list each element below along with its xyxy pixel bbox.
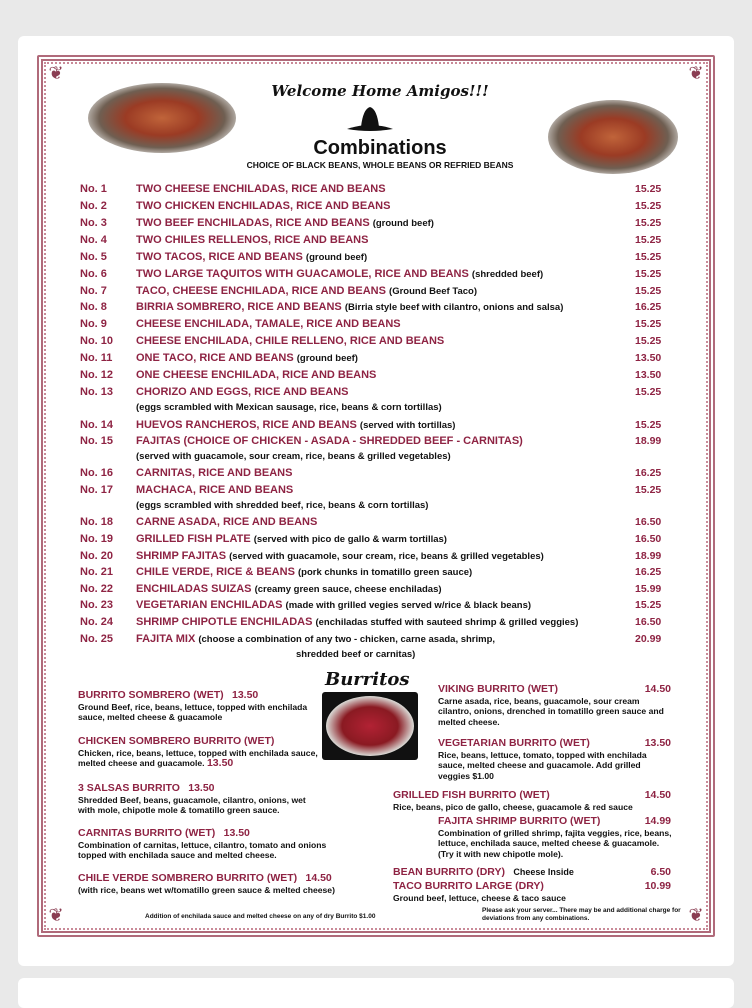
page-title: Combinations	[313, 137, 447, 159]
combo-number: No. 22	[80, 583, 114, 595]
combo-row	[80, 350, 700, 367]
combo-note: (shredded beef)	[471, 269, 544, 280]
combo-row	[80, 514, 700, 531]
combo-name: SHRIMP FAJITAS (served with guacamole, sour cream, rice, beans & grilled vegetables)	[136, 550, 544, 562]
burrito-name: BURRITO SOMBRERO (WET)	[78, 689, 224, 701]
combo-price: 15.99	[635, 583, 662, 595]
combo-row	[80, 299, 700, 316]
combo-name: SHRIMP CHIPOTLE ENCHILADAS (enchiladas stuffed with sauteed shrimp & grilled veggies)	[136, 616, 579, 628]
combo-row	[80, 465, 700, 482]
burrito-item	[393, 881, 675, 903]
combo-number: No. 9	[80, 318, 107, 330]
burrito-item	[438, 816, 675, 859]
combo-name: ENCHILADAS SUIZAS (creamy green sauce, cheese enchiladas)	[136, 583, 442, 595]
combo-name: FAJITAS (CHOICE OF CHICKEN - ASADA - SHREDDED BEEF - CARNITAS)	[136, 435, 523, 447]
burrito-price: 13.50	[188, 782, 215, 794]
combo-name: TWO BEEF ENCHILADAS, RICE AND BEANS (ground beef)	[136, 217, 434, 229]
combo-row	[80, 316, 700, 333]
burrito-name: VIKING BURRITO (WET)	[438, 683, 558, 695]
combo-number: No. 3	[80, 217, 107, 229]
combo-description-text: (eggs scrambled with shredded beef, rice, beans & corn tortillas)	[136, 500, 429, 511]
burrito-item	[78, 828, 328, 861]
burrito-description: Ground Beef, rice, beans, lettuce, topped with enchilada sauce, melted cheese & guacamole	[78, 701, 308, 722]
combo-price: 18.99	[635, 435, 662, 447]
combo-note: (Ground Beef Taco)	[389, 286, 477, 297]
combo-row	[80, 333, 700, 350]
burrito-description: Combination of carnitas, lettuce, cilantro, tomato and onions topped with enchilada sauce and melted cheese.	[78, 839, 327, 860]
combo-row	[80, 384, 700, 401]
combo-number: No. 16	[80, 467, 114, 479]
burrito-item	[78, 690, 308, 723]
combo-row	[80, 548, 700, 565]
combo-number: No. 20	[80, 550, 114, 562]
combo-price: 15.25	[635, 200, 662, 212]
combo-price: 20.99	[635, 633, 662, 645]
corner-ornament-icon: ❦	[48, 905, 64, 926]
combo-price: 15.25	[635, 217, 662, 229]
combo-row	[80, 232, 700, 249]
combo-price: 16.25	[635, 467, 662, 479]
corner-ornament-icon: ❦	[688, 905, 704, 926]
combo-number: No. 19	[80, 533, 114, 545]
combo-number: No. 13	[80, 386, 114, 398]
combo-number: No. 5	[80, 251, 107, 263]
burrito-price: 10.99	[644, 880, 671, 892]
combo-row	[80, 417, 700, 434]
burrito-price: 13.50	[231, 689, 259, 701]
combo-note: (served with pico de gallo & warm tortillas)	[253, 534, 447, 545]
burrito-description: Chicken, rice, beans, lettuce, topped with enchilada sauce, melted cheese and guacamole. 13.50	[78, 747, 318, 769]
combo-description	[80, 498, 700, 515]
combo-description	[80, 449, 700, 466]
combo-name: HUEVOS RANCHEROS, RICE AND BEANS (served with tortillas)	[136, 419, 456, 431]
combo-name: ONE TACO, RICE AND BEANS (ground beef)	[136, 352, 358, 364]
combo-description-text: (eggs scrambled with Mexican sausage, rice, beans & corn tortillas)	[136, 402, 442, 413]
combo-price: 15.25	[635, 599, 662, 611]
combo-name: CHEESE ENCHILADA, CHILE RELLENO, RICE AND BEANS	[136, 335, 445, 347]
combo-row	[80, 597, 700, 614]
combo-price: 16.25	[635, 301, 662, 313]
burrito-price: 14.99	[644, 815, 671, 827]
burrito-price: 13.50	[206, 757, 234, 769]
burrito-item	[393, 790, 675, 812]
burrito-description: Combination of grilled shrimp, fajita veggies, rice, beans, lettuce, enchilada sauce, melted cheese & guacamole. (Try it with new chipotle mole).	[438, 827, 672, 859]
combo-price: 15.25	[635, 318, 662, 330]
burrito-price: 13.50	[223, 827, 250, 839]
combo-price: 15.25	[635, 386, 662, 398]
combo-price: 13.50	[635, 352, 662, 364]
combo-price: 15.25	[635, 268, 662, 280]
food-photo-right	[548, 100, 678, 174]
combo-price: 15.25	[635, 484, 662, 496]
combo-note: (served with guacamole, sour cream, rice, beans & grilled vegetables)	[229, 551, 544, 562]
burrito-name: VEGETARIAN BURRITO (WET)	[438, 737, 590, 749]
combo-name: TWO CHICKEN ENCHILADAS, RICE AND BEANS	[136, 200, 391, 212]
combo-description-text: shredded beef or carnitas)	[296, 649, 416, 660]
combo-price: 13.50	[635, 369, 662, 381]
combo-number: No. 2	[80, 200, 107, 212]
combo-note: (ground beef)	[372, 218, 434, 229]
combo-note: (made with grilled vegies served w/rice & black beans)	[285, 600, 532, 611]
combo-note: (creamy green sauce, cheese enchiladas)	[254, 584, 442, 595]
burrito-description: Rice, beans, pico de gallo, cheese, guacamole & red sauce	[393, 801, 633, 812]
combo-row	[80, 581, 700, 598]
burrito-item	[438, 684, 675, 727]
combo-row	[80, 564, 700, 581]
burrito-item	[78, 873, 368, 895]
combo-price: 15.25	[635, 419, 662, 431]
burrito-price: 14.50	[644, 683, 671, 695]
food-photo-left	[88, 83, 236, 153]
combo-price: 18.99	[635, 550, 662, 562]
combo-number: No. 21	[80, 566, 114, 578]
combo-price: 16.50	[635, 516, 662, 528]
combo-row	[80, 198, 700, 215]
combo-row	[80, 531, 700, 548]
combo-number: No. 15	[80, 435, 114, 447]
combo-price: 15.25	[635, 285, 662, 297]
combo-number: No. 1	[80, 183, 107, 195]
combo-description	[80, 400, 700, 417]
combo-row	[80, 631, 700, 648]
combo-number: No. 10	[80, 335, 114, 347]
burrito-item	[78, 783, 318, 816]
burrito-name: CHILE VERDE SOMBRERO BURRITO (WET)	[78, 872, 298, 884]
combo-number: No. 8	[80, 301, 107, 313]
next-page-edge	[18, 978, 734, 1008]
footnote-left: Addition of enchilada sauce and melted cheese on any of dry Burrito $1.00	[145, 913, 376, 920]
burrito-price: 14.50	[305, 872, 332, 884]
combo-price: 16.50	[635, 616, 662, 628]
combo-number: No. 25	[80, 633, 114, 645]
combo-number: No. 23	[80, 599, 114, 611]
burrito-price: 13.50	[644, 737, 671, 749]
burrito-name: CHICKEN SOMBRERO BURRITO (WET)	[78, 735, 275, 747]
combo-row	[80, 433, 700, 450]
combo-number: No. 24	[80, 616, 114, 628]
burritos-heading: Burritos	[325, 669, 410, 690]
burrito-name: GRILLED FISH BURRITO (WET)	[393, 789, 550, 801]
combo-number: No. 18	[80, 516, 114, 528]
burrito-extra: Cheese Inside	[513, 867, 574, 877]
sombrero-icon	[345, 103, 395, 133]
combo-name: CHILE VERDE, RICE & BEANS (pork chunks in tomatillo green sauce)	[136, 566, 473, 578]
combo-name: BIRRIA SOMBRERO, RICE AND BEANS (Birria style beef with cilantro, onions and salsa)	[136, 301, 564, 313]
combo-name: CARNITAS, RICE AND BEANS	[136, 467, 293, 479]
combo-note: (choose a combination of any two - chicken, carne asada, shrimp,	[198, 634, 496, 645]
combo-row	[80, 266, 700, 283]
combo-row	[80, 614, 700, 631]
combo-name: CHEESE ENCHILADA, TAMALE, RICE AND BEANS	[136, 318, 401, 330]
burrito-description: Carne asada, rice, beans, guacamole, sour cream cilantro, onions, drenched in tomatillo green sauce and melted cheese.	[438, 695, 664, 727]
combo-note: (served with tortillas)	[359, 420, 456, 431]
page-subtitle: CHOICE OF BLACK BEANS, WHOLE BEANS OR REFRIED BEANS	[246, 160, 514, 170]
combo-note: (pork chunks in tomatillo green sauce)	[297, 567, 473, 578]
combo-number: No. 6	[80, 268, 107, 280]
combo-price: 15.25	[635, 234, 662, 246]
combo-row	[80, 181, 700, 198]
combo-name: VEGETARIAN ENCHILADAS (made with grilled vegies served w/rice & black beans)	[136, 599, 532, 611]
combo-note: (enchiladas stuffed with sauteed shrimp & grilled veggies)	[315, 617, 579, 628]
combo-number: No. 17	[80, 484, 114, 496]
burrito-item	[78, 736, 318, 769]
burrito-name: CARNITAS BURRITO (WET)	[78, 827, 216, 839]
burrito-description: Shredded Beef, beans, guacamole, cilantro, onions, wet with mole, chipotle mole & tomatillo green sauce.	[78, 794, 306, 815]
combo-number: No. 4	[80, 234, 107, 246]
combo-number: No. 12	[80, 369, 114, 381]
combo-name: CHORIZO AND EGGS, RICE AND BEANS	[136, 386, 349, 398]
burrito-price: 6.50	[650, 866, 671, 878]
combo-row	[80, 482, 700, 499]
combo-price: 16.50	[635, 533, 662, 545]
burrito-description: Ground beef, lettuce, cheese & taco sauce	[393, 892, 566, 903]
combo-name: MACHACA, RICE AND BEANS	[136, 484, 294, 496]
burrito-description: Rice, beans, lettuce, tomato, topped with enchilada sauce, melted cheese and guacamole. Add grilled veggies $1.00	[438, 749, 647, 781]
footnote-right: Please ask your server... There may be and additional charge for deviations from any combinations.	[482, 907, 681, 922]
combo-number: No. 7	[80, 285, 107, 297]
corner-ornament-icon: ❦	[688, 63, 704, 84]
combo-name: CARNE ASADA, RICE AND BEANS	[136, 516, 318, 528]
combo-note: (ground beef)	[305, 252, 368, 263]
burrito-price: 14.50	[644, 789, 671, 801]
burrito-name: TACO BURRITO LARGE (DRY)	[393, 880, 544, 892]
combo-description	[80, 647, 700, 664]
combo-name: ONE CHEESE ENCHILADA, RICE AND BEANS	[136, 369, 377, 381]
combo-price: 16.25	[635, 566, 662, 578]
combo-name: TWO TACOS, RICE AND BEANS (ground beef)	[136, 251, 368, 263]
combo-name: TACO, CHEESE ENCHILADA, RICE AND BEANS (Ground Beef Taco)	[136, 285, 477, 297]
combo-price: 15.25	[635, 251, 662, 263]
burrito-photo	[322, 692, 418, 760]
combo-number: No. 14	[80, 419, 114, 431]
combo-row	[80, 249, 700, 266]
burrito-name: 3 SALSAS BURRITO	[78, 782, 180, 794]
combo-name: TWO LARGE TAQUITOS WITH GUACAMOLE, RICE AND BEANS (shredded beef)	[136, 268, 544, 280]
combo-note: (ground beef)	[296, 353, 358, 364]
combo-price: 15.25	[635, 183, 662, 195]
corner-ornament-icon: ❦	[48, 63, 64, 84]
combo-row	[80, 283, 700, 300]
combo-row	[80, 367, 700, 384]
combo-name: TWO CHEESE ENCHILADAS, RICE AND BEANS	[136, 183, 386, 195]
burrito-name: BEAN BURRITO (DRY)	[393, 866, 505, 878]
combo-name: TWO CHILES RELLENOS, RICE AND BEANS	[136, 234, 369, 246]
combo-price: 15.25	[635, 335, 662, 347]
combo-note: (Birria style beef with cilantro, onions and salsa)	[344, 302, 564, 313]
combo-name: FAJITA MIX (choose a combination of any two - chicken, carne asada, shrimp,	[136, 633, 496, 645]
combo-name: GRILLED FISH PLATE (served with pico de gallo & warm tortillas)	[136, 533, 447, 545]
combo-description-text: (served with guacamole, sour cream, rice, beans & grilled vegetables)	[136, 451, 451, 462]
burrito-item	[393, 867, 675, 879]
welcome-text: Welcome Home Amigos!!!	[271, 82, 489, 100]
burrito-description: (with rice, beans wet w/tomatillo green sauce & melted cheese)	[78, 884, 335, 895]
burrito-name: FAJITA SHRIMP BURRITO (WET)	[438, 815, 601, 827]
burrito-item	[438, 738, 675, 781]
combo-row	[80, 215, 700, 232]
combo-number: No. 11	[80, 352, 113, 364]
